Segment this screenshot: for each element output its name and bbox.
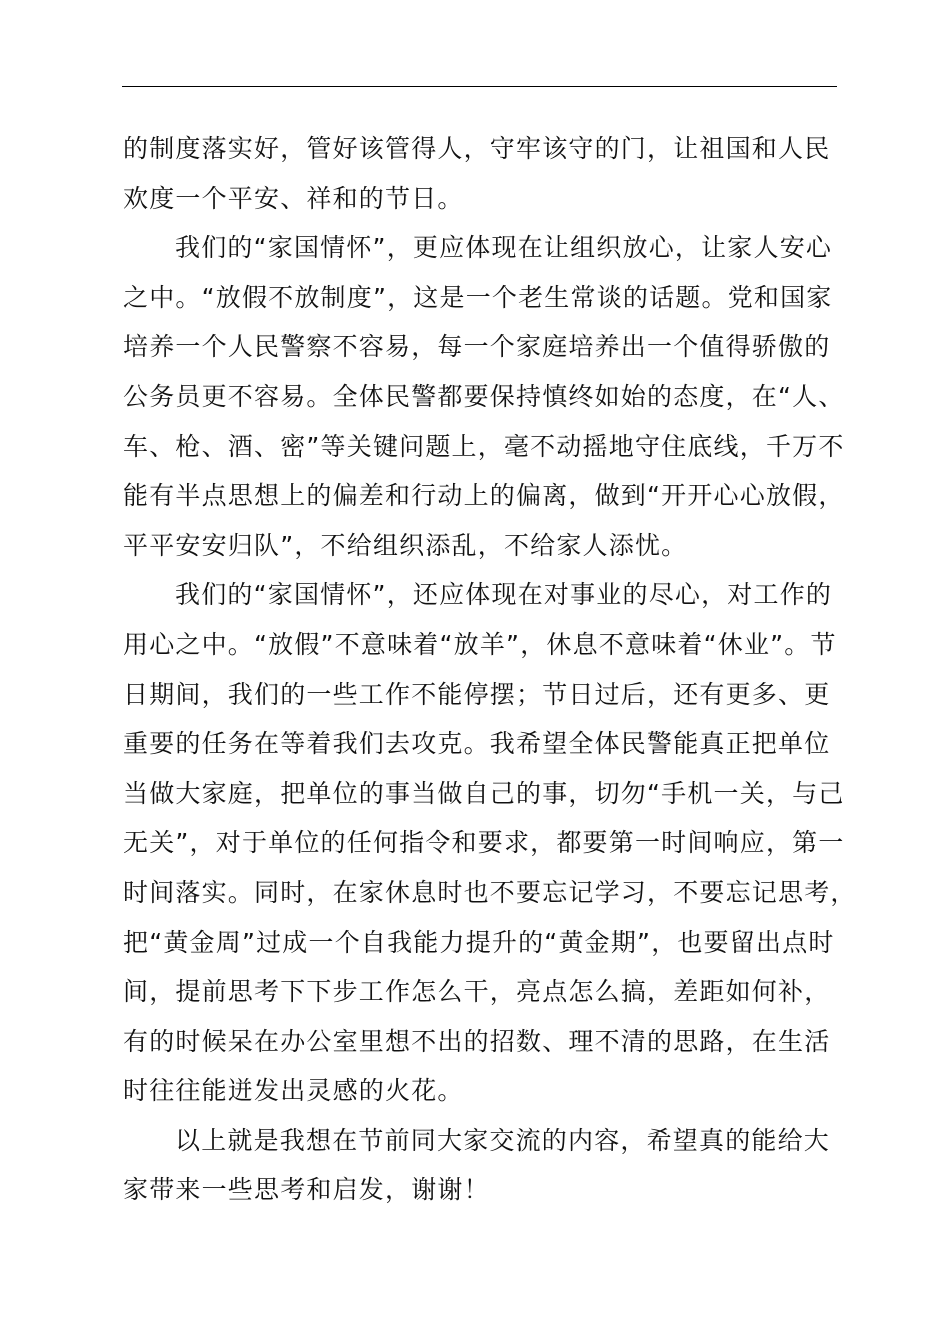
text-line: 欢度一个平安、祥和的节日。 — [123, 183, 464, 213]
text-line: 我们的“家国情怀”，更应体现在让组织放心，让家人安心 — [175, 233, 833, 263]
text-line: 当做大家庭，把单位的事当做自己的事，切勿“手机一关，与己 — [123, 778, 845, 808]
text-line: 日期间，我们的一些工作不能停摆；节日过后，还有更多、更 — [123, 679, 831, 709]
text-line: 有的时候呆在办公室里想不出的招数、理不清的思路，在生活 — [123, 1026, 831, 1056]
text-line: 能有半点思想上的偏差和行动上的偏离，做到“开开心心放假， — [123, 481, 845, 511]
text-line: 之中。“放假不放制度”，这是一个老生常谈的话题。党和国家 — [123, 282, 833, 312]
text-line: 车、枪、酒、密”等关键问题上，毫不动摇地守住底线，千万不 — [123, 431, 845, 461]
text-line: 时往往能迸发出灵感的火花。 — [123, 1076, 464, 1106]
paragraph-2 — [123, 223, 843, 570]
text-line: 用心之中。“放假”不意味着“放羊”，休息不意味着“休业”。节 — [123, 629, 837, 659]
paragraph-4 — [123, 1116, 843, 1215]
text-line: 以上就是我想在节前同大家交流的内容，希望真的能给大 — [175, 1125, 831, 1155]
text-line: 把“黄金周”过成一个自我能力提升的“黄金期”，也要留出点时 — [123, 927, 835, 957]
text-line: 家带来一些思考和启发，谢谢！ — [123, 1175, 490, 1205]
text-line: 的制度落实好，管好该管得人，守牢该守的门，让祖国和人民 — [123, 134, 831, 163]
header-rule — [122, 86, 837, 87]
text-line: 我们的“家国情怀”，还应体现在对事业的尽心，对工作的 — [175, 580, 833, 610]
text-line: 时间落实。同时，在家休息时也不要忘记学习，不要忘记思考， — [123, 877, 857, 907]
text-line: 平平安安归队”，不给组织添乱，不给家人添忧。 — [123, 530, 688, 560]
paragraph-3 — [123, 570, 857, 1116]
paragraph-1 — [123, 124, 843, 223]
text-line: 重要的任务在等着我们去攻克。我希望全体民警能真正把单位 — [123, 729, 831, 759]
text-line: 公务员更不容易。全体民警都要保持慎终如始的态度，在“人、 — [123, 381, 845, 411]
text-line: 无关”，对于单位的任何指令和要求，都要第一时间响应，第一 — [123, 828, 845, 858]
text-line: 培养一个人民警察不容易，每一个家庭培养出一个值得骄傲的 — [123, 332, 831, 362]
text-line: 间，提前思考下下步工作怎么干，亮点怎么搞，差距如何补， — [123, 977, 831, 1007]
document-body — [123, 124, 857, 1215]
